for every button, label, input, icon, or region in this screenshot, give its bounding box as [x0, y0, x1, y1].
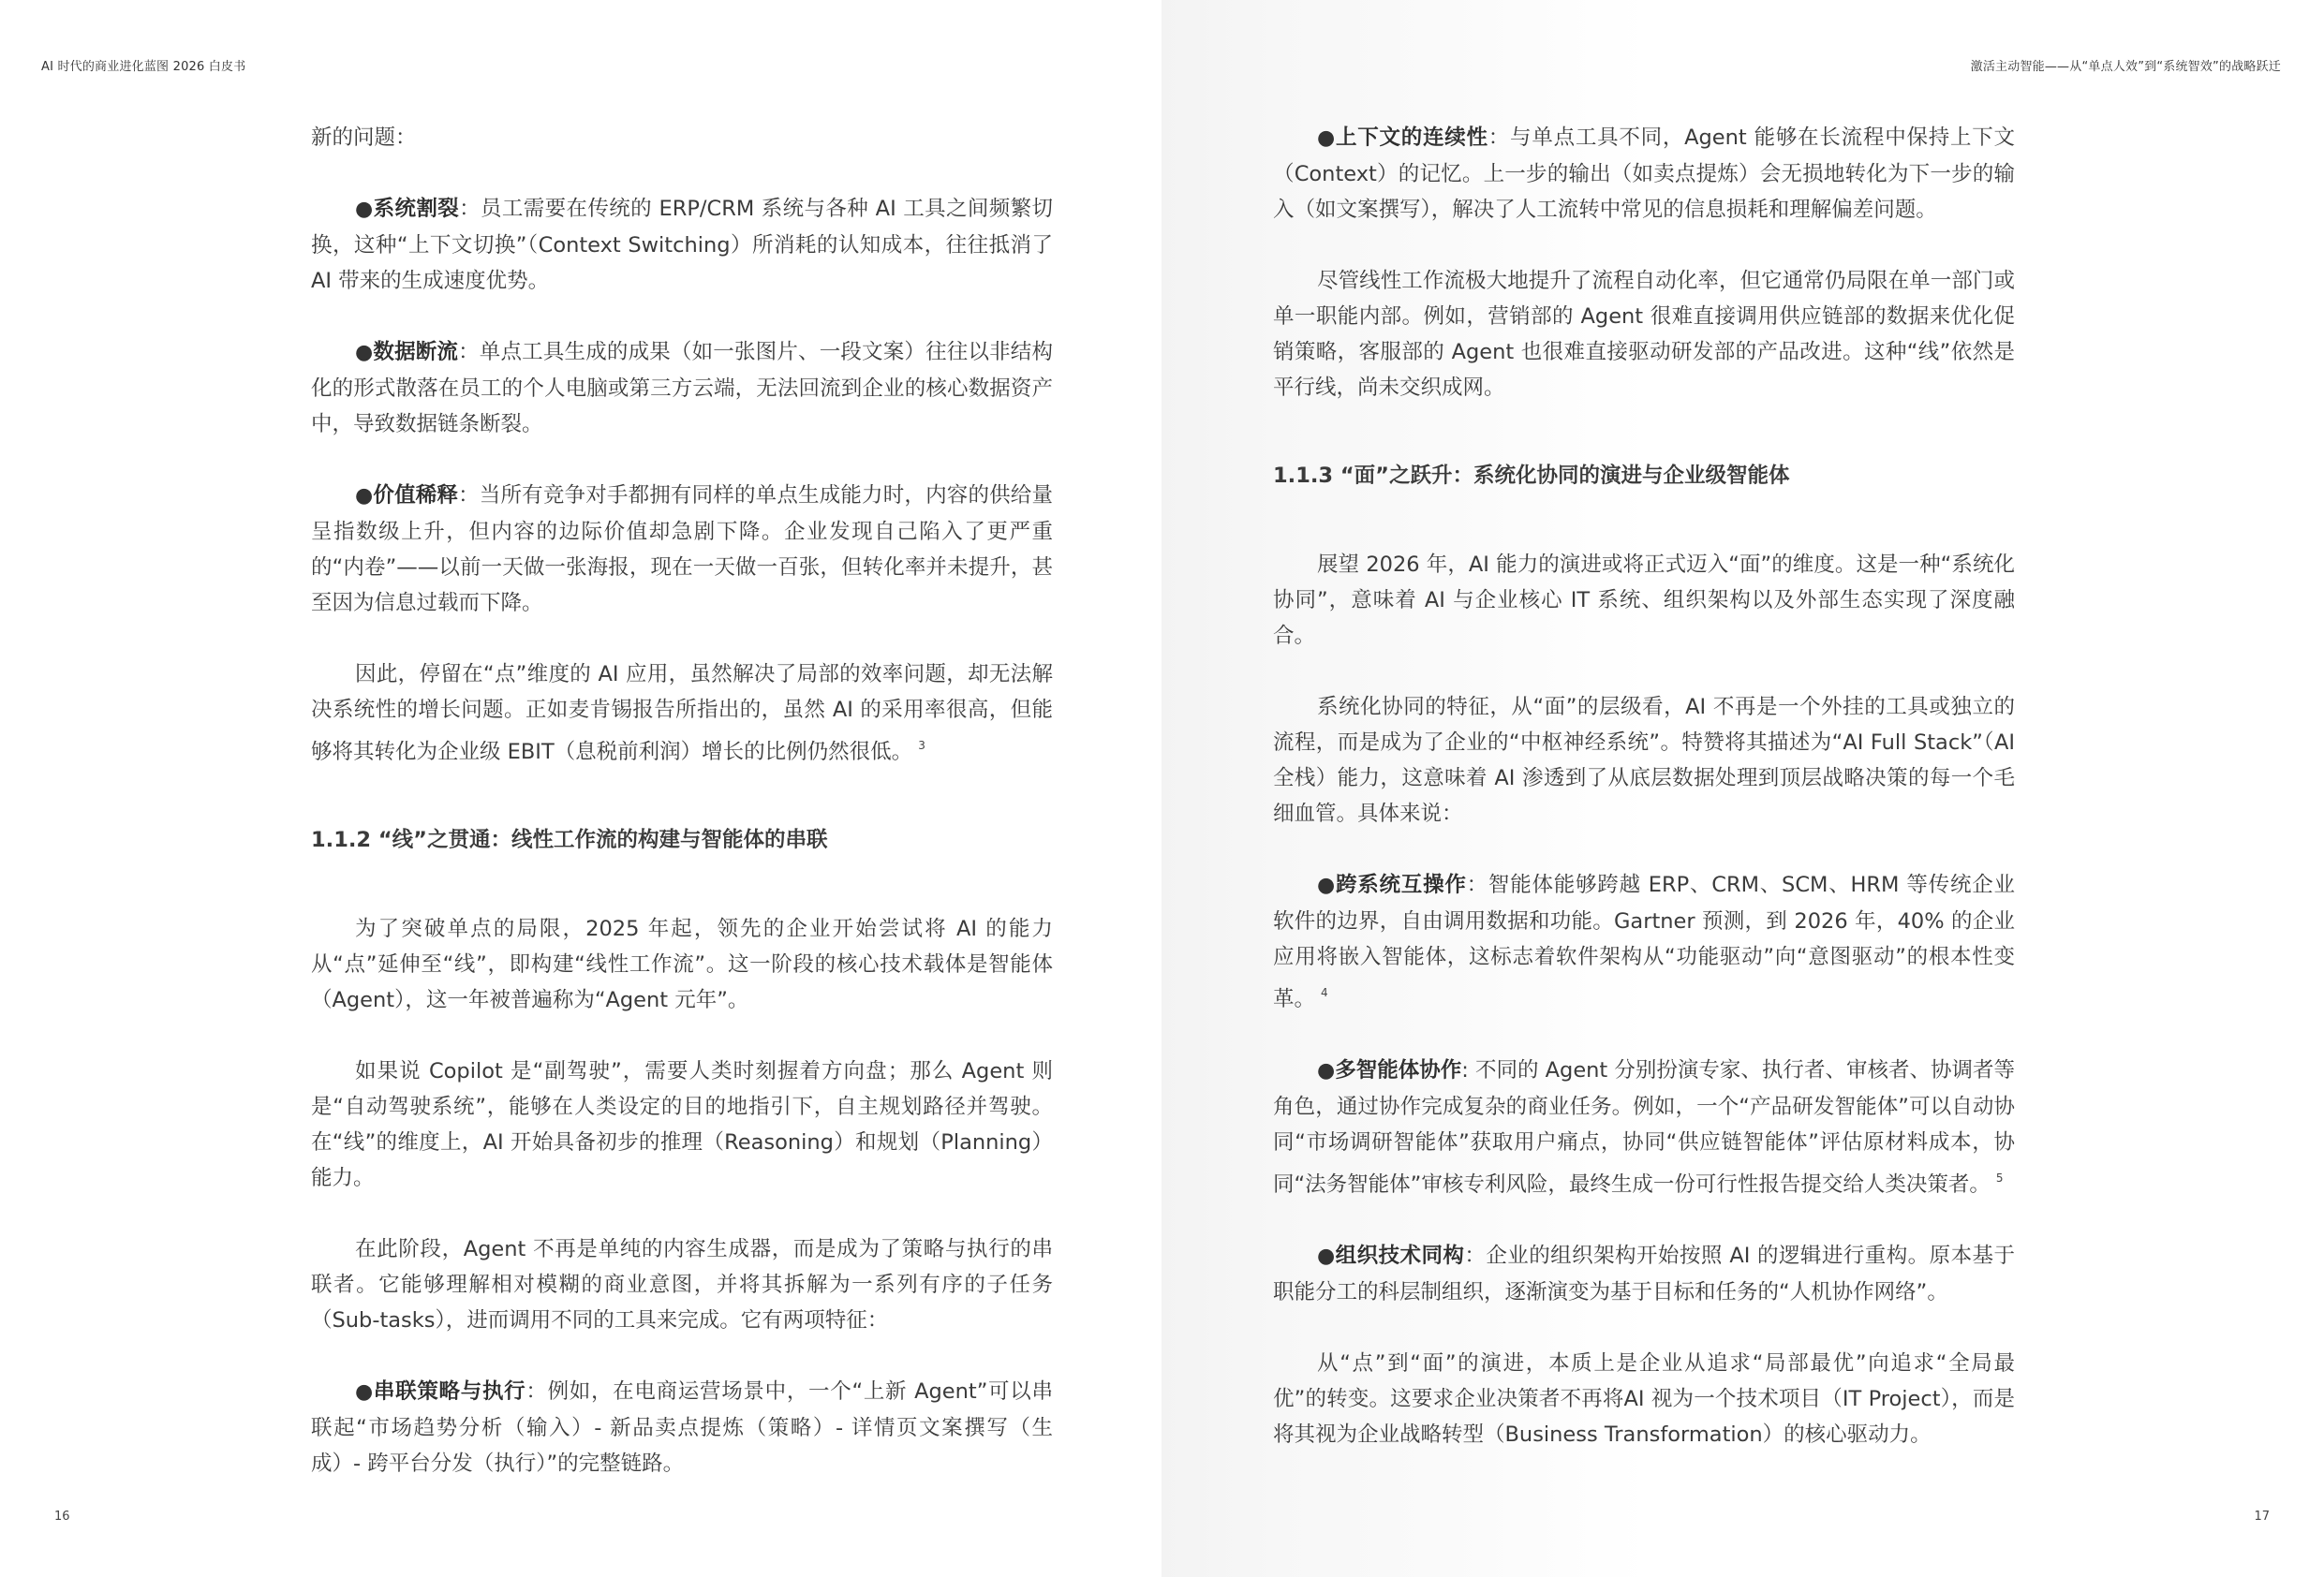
bullet-lead: 组织技术同构	[1335, 1244, 1465, 1268]
paragraph: 从“点”到“面”的演进，本质上是企业从追求“局部最优”向追求“全局最优”的转变。这要求企业决策者不再将AI 视为一个技术项目（IT Project），而是将其视为企业战略转型（Business Transformation）的核心驱动力。	[1273, 1351, 2015, 1447]
section-heading: 1.1.3 “面”之跃升：系统化协同的演进与企业级智能体	[1273, 464, 1790, 488]
section-heading: 1.1.2 “线”之贯通：线性工作流的构建与智能体的串联	[311, 828, 828, 852]
paragraph: 新的问题：	[311, 125, 417, 150]
body-column	[1273, 120, 2015, 1452]
page-number: 17	[2254, 1510, 2270, 1524]
bullet-item	[311, 478, 1053, 621]
bullet-dot-icon: ●	[355, 198, 374, 221]
bullet-item	[311, 1374, 1053, 1481]
paragraph: 为了突破单点的局限，2025 年起，领先的企业开始尝试将 AI 的能力从“点”延伸至“线”，即构建“线性工作流”。这一阶段的核心技术载体是智能体（Agent），这一年被普遍称为“Agent 元年”。	[311, 917, 1053, 1012]
footnote-ref[interactable]: 4	[1321, 986, 1328, 999]
body-column	[311, 120, 1053, 1481]
bullet-item	[1273, 1053, 2015, 1202]
bullet-lead: 上下文的连续性	[1335, 125, 1488, 150]
bullet-item	[1273, 120, 2015, 228]
bullet-lead: 串联策略与执行	[373, 1379, 526, 1404]
bullet-dot-icon: ●	[355, 341, 374, 364]
bullet-dot-icon: ●	[1317, 1245, 1336, 1268]
paragraph: 尽管线性工作流极大地提升了流程自动化率，但它通常仍局限在单一部门或单一职能内部。例如，营销部的 Agent 很难直接调用供应链部的数据来优化促销策略，客服部的 Agent 也很难直接驱动研发部的产品改进。这种“线”依然是平行线，尚未交织成网。	[1273, 269, 2015, 400]
bullet-item	[1273, 867, 2015, 1017]
bullet-lead: 数据断流	[373, 340, 459, 364]
bullet-lead: 多智能体协作	[1335, 1058, 1462, 1083]
footnote-ref[interactable]: 5	[1995, 1172, 2004, 1185]
bullet-text: ：智能体能够跨越 ERP、CRM、SCM、HRM 等传统企业软件的边界，自由调用数据和功能。Gartner 预测，到 2026 年，40% 的企业应用将嵌入智能体，这标志着软件架构从“功能驱动”向“意图驱动”的根本性变革。	[1273, 873, 2015, 1011]
footnote-ref[interactable]: 3	[918, 739, 925, 752]
paragraph: 系统化协同的特征，从“面”的层级看，AI 不再是一个外挂的工具或独立的流程，而是成为了企业的“中枢神经系统”。特赞将其描述为“AI Full Stack”（AI 全栈）能力，这意味着 AI 渗透到了从底层数据处理到顶层战略决策的每一个毛细血管。具体来说：	[1273, 695, 2015, 826]
paragraph: 展望 2026 年，AI 能力的演进或将正式迈入“面”的维度。这是一种“系统化协同”，意味着 AI 与企业核心 IT 系统、组织架构以及外部生态实现了深度融合。	[1273, 553, 2015, 648]
bullet-text: ：与单点工具不同，Agent 能够在长流程中保持上下文（Context）的记忆。上一步的输出（如卖点提炼）会无损地转化为下一步的输入（如文案撰写），解决了人工流转中常见的信息损耗和理解偏差问题。	[1273, 125, 2015, 222]
bullet-item	[311, 334, 1053, 442]
bullet-text: ：员工需要在传统的 ERP/CRM 系统与各种 AI 工具之间频繁切换，这种“上下文切换”（Context Switching）所消耗的认知成本，往往抵消了 AI 带来的生成速度优势。	[311, 197, 1053, 293]
bullet-lead: 价值稀释	[373, 483, 459, 508]
bullet-lead: 跨系统互操作	[1335, 873, 1467, 897]
right-page	[1162, 0, 2324, 1577]
running-head: 激活主动智能——从“单点人效”到“系统智效”的战略跃迁	[1970, 60, 2281, 74]
bullet-item	[1273, 1238, 2015, 1310]
bullet-text: ：单点工具生成的成果（如一张图片、一段文案）往往以非结构化的形式散落在员工的个人电脑或第三方云端，无法回流到企业的核心数据资产中，导致数据链条断裂。	[311, 340, 1053, 436]
bullet-dot-icon: ●	[355, 484, 374, 508]
bullet-item	[311, 191, 1053, 299]
bullet-dot-icon: ●	[1317, 874, 1336, 897]
paragraph: 在此阶段，Agent 不再是单纯的内容生成器，而是成为了策略与执行的串联者。它能够理解相对模糊的商业意图，并将其拆解为一系列有序的子任务（Sub-tasks），进而调用不同的工具来完成。它有两项特征：	[311, 1237, 1053, 1333]
bullet-lead: 系统割裂	[373, 197, 460, 221]
bullet-dot-icon: ●	[1317, 126, 1336, 150]
bullet-text: ：企业的组织架构开始按照 AI 的逻辑进行重构。原本基于职能分工的科层制组织，逐渐演变为基于目标和任务的“人机协作网络”。	[1273, 1244, 2015, 1304]
page-number: 16	[54, 1510, 70, 1524]
bullet-dot-icon: ●	[355, 1380, 374, 1404]
paragraph: 如果说 Copilot 是“副驾驶”，需要人类时刻握着方向盘；那么 Agent 则是“自动驾驶系统”，能够在人类设定的目的地指引下，自主规划路径并驾驶。在“线”的维度上，AI 开始具备初步的推理（Reasoning）和规划（Planning）能力。	[311, 1059, 1053, 1190]
bullet-dot-icon: ●	[1317, 1059, 1336, 1083]
bullet-text: : 不同的 Agent 分别扮演专家、执行者、审核者、协调者等角色，通过协作完成复杂的商业任务。例如，一个“产品研发智能体”可以自动协同“市场调研智能体”获取用户痛点，协同“供应链智能体”评估原材料成本，协同“法务智能体”审核专利风险，最终生成一份可行性报告提交给人类决策者。	[1273, 1058, 2015, 1197]
bullet-text: ：例如，在电商运营场景中，一个“上新 Agent”可以串联起“市场趋势分析（输入）- 新品卖点提炼（策略）- 详情页文案撰写（生成）- 跨平台分发（执行）”的完整链路。	[311, 1379, 1053, 1476]
bullet-text: ：当所有竞争对手都拥有同样的单点生成能力时，内容的供给量呈指数级上升，但内容的边际价值却急剧下降。企业发现自己陷入了更严重的“内卷”——以前一天做一张海报，现在一天做一百张，但转化率并未提升，甚至因为信息过载而下降。	[311, 483, 1053, 615]
paragraph-text: 因此，停留在“点”维度的 AI 应用，虽然解决了局部的效率问题，却无法解决系统性的增长问题。正如麦肯锡报告所指出的，虽然 AI 的采用率很高，但能够将其转化为企业级 EBIT（息税前利润）增长的比例仍然很低。	[311, 662, 1053, 764]
running-head: AI 时代的商业进化蓝图 2026 白皮书	[41, 60, 246, 74]
paragraph	[311, 656, 1053, 770]
